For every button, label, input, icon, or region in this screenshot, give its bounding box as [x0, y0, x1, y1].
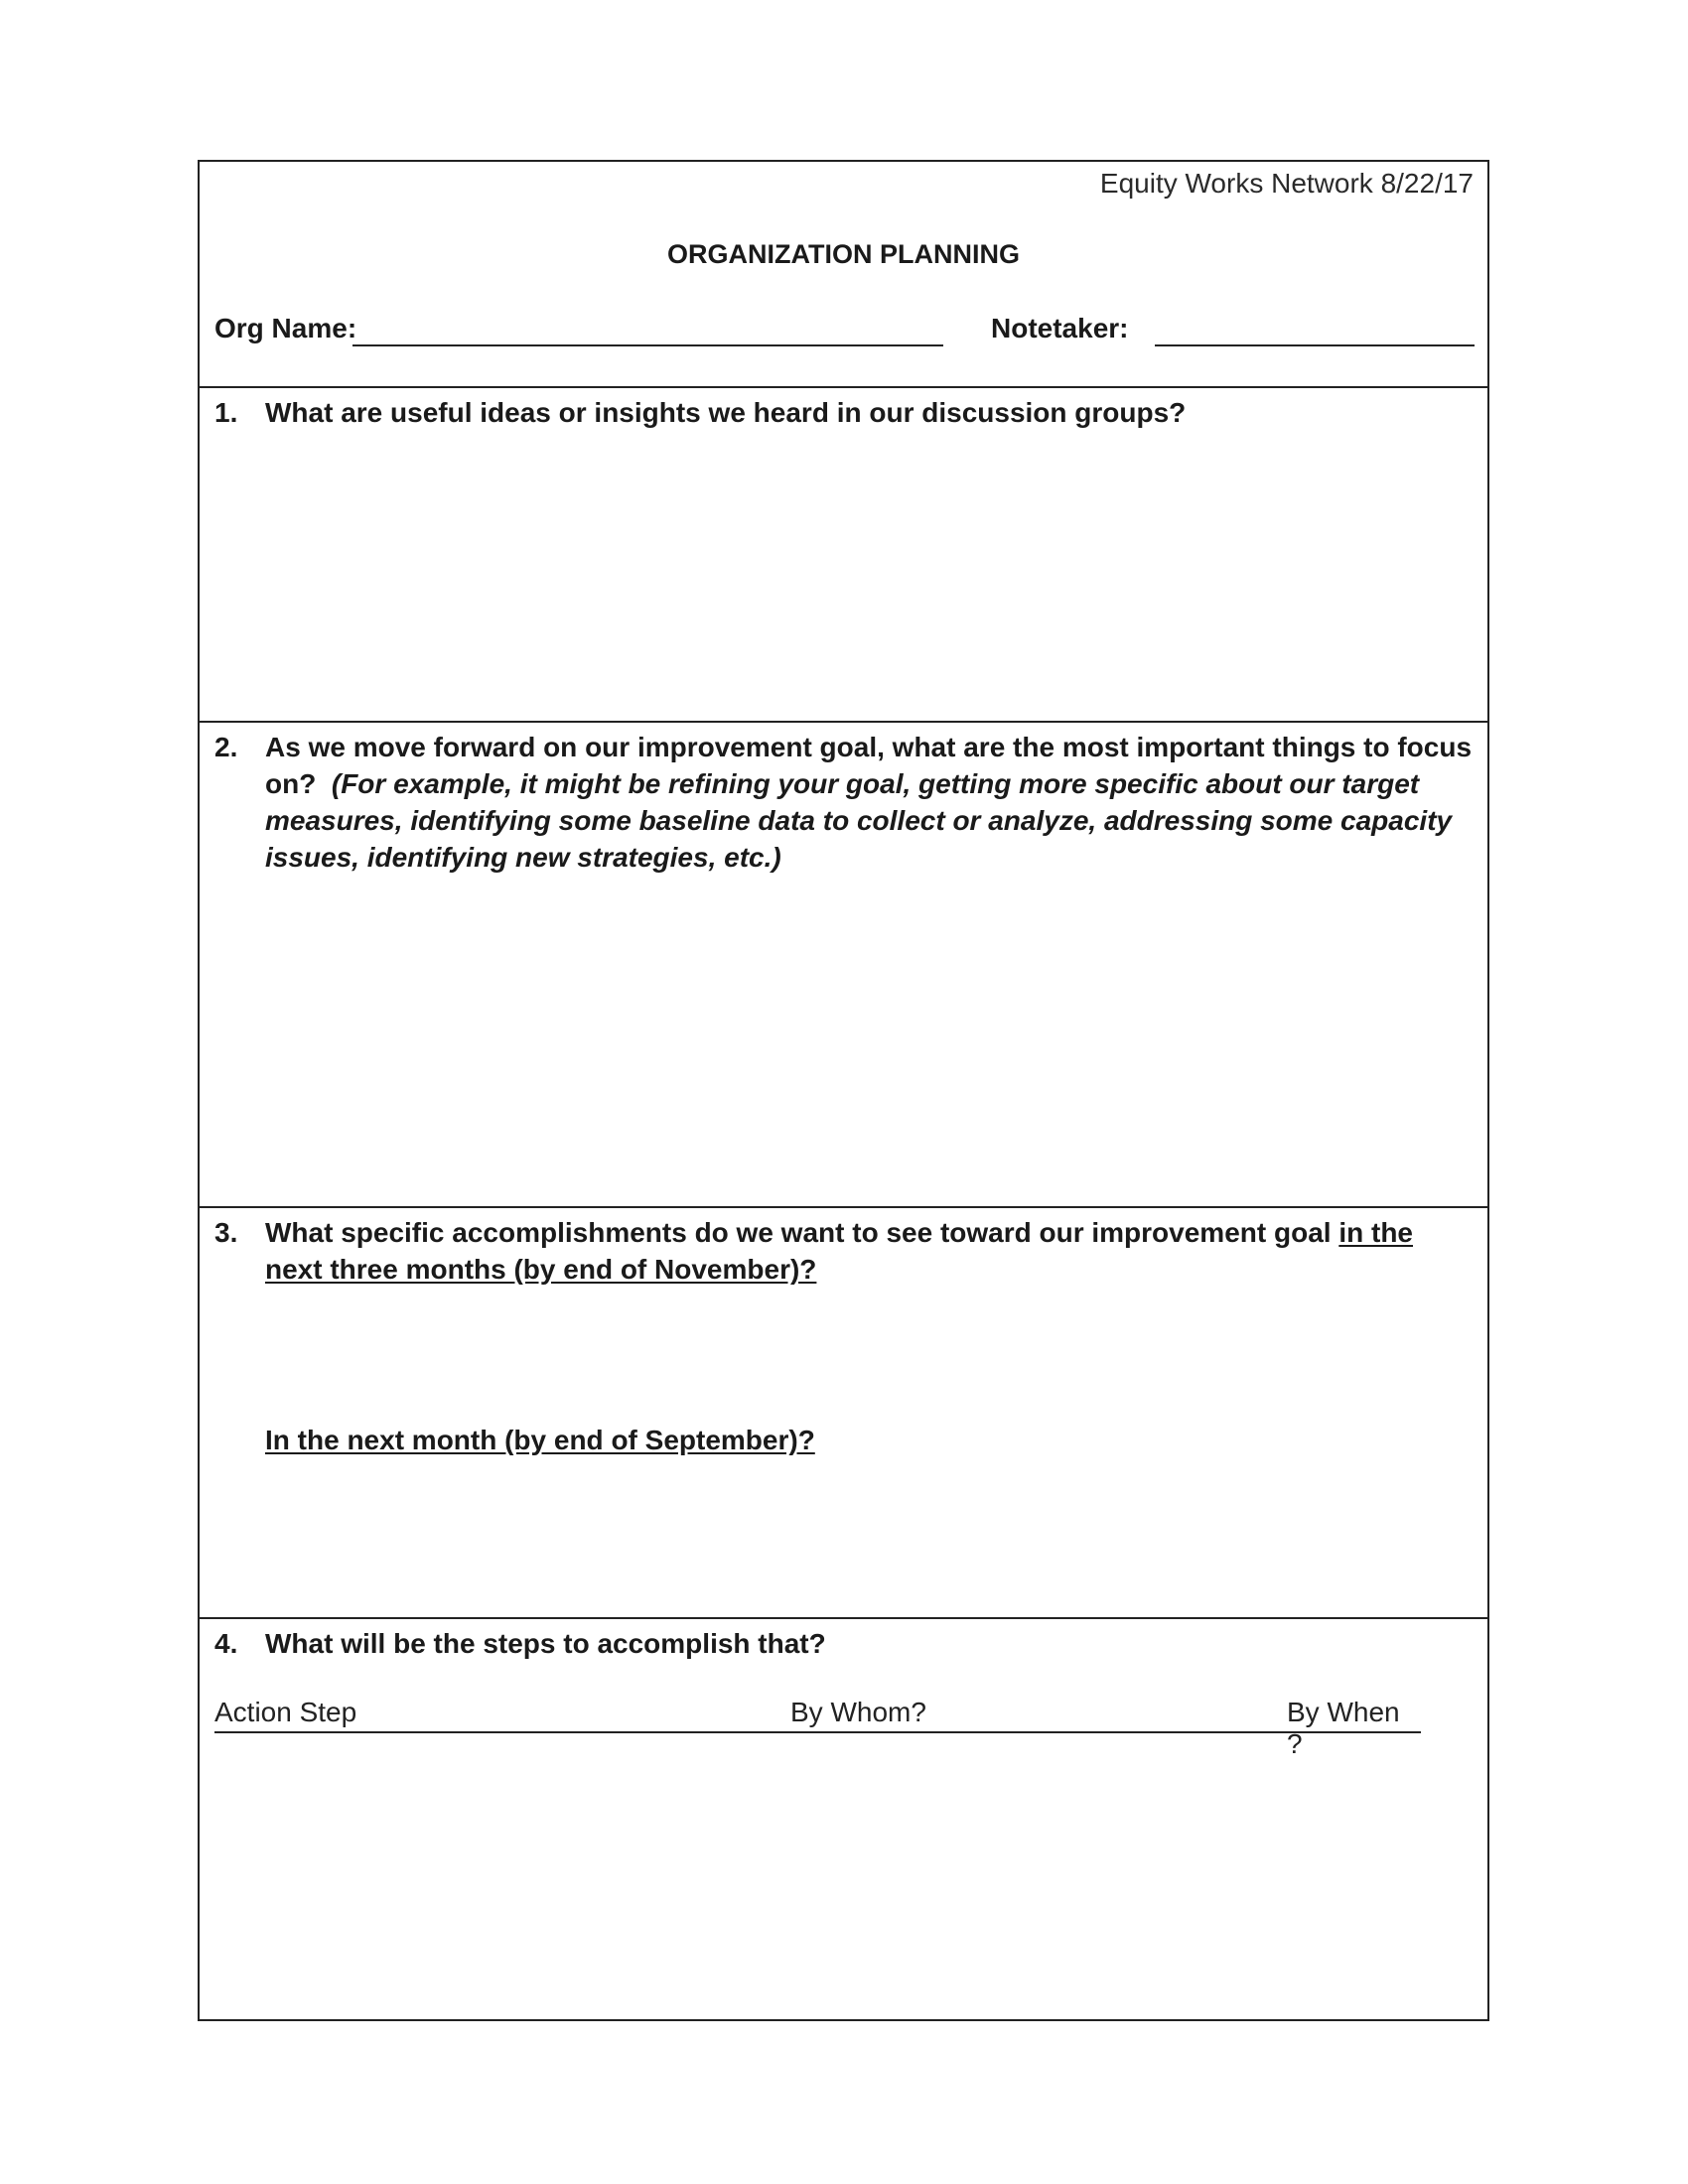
- column-by-whom: By Whom?: [790, 1697, 926, 1727]
- network-date-line: Equity Works Network 8/22/17: [1099, 168, 1474, 199]
- question-2: [214, 729, 1474, 876]
- org-name-label: Org Name:: [214, 313, 357, 343]
- question-1: [214, 394, 1474, 431]
- header-underline: [214, 1731, 1421, 1733]
- action-table-header: [214, 1697, 1421, 1759]
- question-main-text: As we move forward on our improvement goal, what are the most important things to focus on?: [265, 732, 1473, 799]
- question-number: 2.: [214, 732, 238, 762]
- question-text: [265, 729, 1474, 876]
- sub-question-next-month: In the next month (by end of September)?: [265, 1425, 815, 1455]
- page-title: ORGANIZATION PLANNING: [667, 239, 1020, 269]
- question-2-section[interactable]: [200, 721, 1487, 1206]
- notetaker-label: Notetaker:: [991, 313, 1129, 343]
- column-action-step: Action Step: [214, 1697, 357, 1727]
- form-header: [200, 162, 1487, 386]
- question-example-text: (For example, it might be refining your goal, getting more specific about our target measures, identifying some baseline data to collect or analyze, addressing some capacity issues, identifying new strategies, etc.): [265, 768, 1453, 873]
- question-3: [214, 1214, 1474, 1288]
- question-number: 3.: [214, 1217, 238, 1248]
- question-4-section: [200, 1617, 1487, 2023]
- question-3-section[interactable]: [200, 1206, 1487, 1617]
- org-info-row: [214, 313, 1473, 352]
- column-by-when: By When ?: [1287, 1697, 1400, 1759]
- question-number: 1.: [214, 397, 238, 428]
- question-underlined-text: in the next three months (by end of November)?: [265, 1217, 1413, 1285]
- question-main-text: What specific accomplishments do we want to see toward our improvement goal: [265, 1217, 1332, 1248]
- question-text: What are useful ideas or insights we heard in our discussion groups?: [265, 397, 1187, 428]
- question-number: 4.: [214, 1628, 238, 1659]
- question-4: [214, 1625, 1474, 1662]
- question-text: [265, 1214, 1474, 1288]
- org-name-field[interactable]: [352, 344, 943, 346]
- question-1-section[interactable]: [200, 386, 1487, 721]
- notetaker-field[interactable]: [1155, 344, 1475, 346]
- question-text: What will be the steps to accomplish that?: [265, 1628, 826, 1659]
- planning-form: [198, 160, 1489, 2021]
